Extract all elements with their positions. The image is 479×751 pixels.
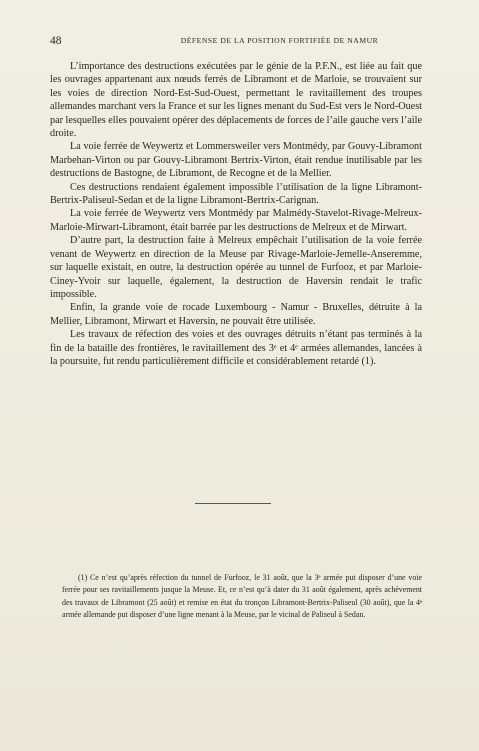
paragraph-rocade-line: Enfin, la grande voie de rocade Luxembourg - Namur - Bruxelles, détruite à la Mellier, Libramont, Mirwart et Haversin, ne pouvait être utilisée.	[50, 302, 422, 327]
paragraph-repair-works: Les travaux de réfection des voies et des ouvrages détruits n’étant pas terminés à la fin de la bataille des frontières, le ravitaillement des 3ᵉ et 4ᵉ armées allemandes, lancées à la poursuite, fut rendu particulièrement difficile et considérablement retardé (1).	[50, 329, 422, 367]
paragraph-malmedy-line: La voie ferrée de Weywertz vers Montmédy par Malmédy-Stavelot-Rivage-Melreux-Marloie-Mirwart-Libramont, était barrée par les destructions de Melreux et de Mirwart.	[50, 208, 422, 233]
page-number: 48	[50, 35, 62, 47]
paragraph-libramont-lines: Ces destructions rendaient également impossible l’utilisation de la ligne Libramont-Bertrix-Paliseul-Sedan et de la ligne Libramont-Bertrix-Carignan.	[50, 181, 422, 207]
page-header	[50, 34, 429, 48]
running-head: DÉFENSE DE LA POSITION FORTIFIÉE DE NAMUR	[180, 36, 379, 45]
paragraph-weywertz-montmedy-line: La voie ferrée de Weywertz et Lommersweiler vers Montmédy, par Gouvy-Libramont Marbehan-Virton ou par Gouvy-Libramont Bertrix-Virton, était rendue inutilisable par les destructions de Bastogne, de Libramont, de Recogne et de la Mellier.	[50, 141, 422, 180]
main-text	[50, 60, 422, 368]
footnote: (1) Ce n’est qu’après réfection du tunnel de Furfooz, le 31 août, que la 3ᵉ armée put disposer d’une voie ferrée pour ses ravitaillements jusque la Meuse. Et, ce n’est qu’à dater du 31 août également, après achèvement des travaux de Libramont (25 août) et remise en état du tronçon Libramont-Bertrix-Paliseul (30 août), que la 4ᵉ armée allemande put disposer d’une ligne menant à la Meuse, par le vicinal de Paliseul à Sedan.	[62, 573, 422, 620]
paragraph-melreux-destruction: D’autre part, la destruction faite à Melreux empêchait l’utilisation de la voie ferrée venant de Weywertz en direction de la Meuse par Rivage-Marloie-Jemelle-Anseremme, sur laquelle existait, en outre, la destruction opérée au tunnel de Furfooz, et par Marloie-Ciney-Yvoir sur laquelle, également, la destruction de Haversin rendait le trafic impossible.	[50, 235, 422, 300]
section-divider	[195, 503, 271, 504]
paragraph-destructions-importance: L’importance des destructions exécutées par le génie de la P.F.N., est liée au fait que les ouvrages appartenant aux nœuds ferrés de Libramont et de Marloie, se trouvaient sur les voies de direction Nord-Est-Sud-Ouest, permettant le ravitaillement des troupes allemandes marchant vers la France et sur les lignes menant du Sud-Est vers le Nord-Ouest par lesquelles elles pouvaient opérer des déplacements de forces de l’aile gauche vers l’aile droite.	[50, 61, 422, 140]
